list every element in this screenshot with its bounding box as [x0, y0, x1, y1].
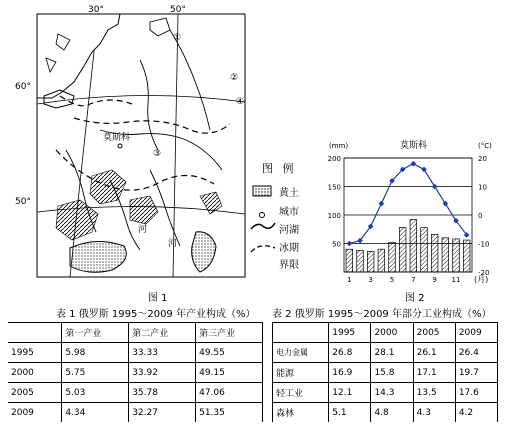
lon-label-50: 50°	[170, 5, 186, 15]
lon-label-30: 30°	[88, 5, 104, 15]
precipitation-bar	[421, 228, 428, 272]
table2-cell: 12.1	[329, 383, 371, 403]
left-tick-label: 150	[327, 183, 341, 192]
table2-cell: 4.3	[413, 403, 455, 423]
precipitation-bar	[410, 220, 417, 272]
table2-cell: 4.8	[371, 403, 413, 423]
table-row	[8, 403, 263, 423]
table1-header-row	[8, 323, 263, 343]
temperature-point	[421, 167, 427, 173]
marker-1: ①	[173, 33, 182, 43]
table1-cell: 5.03	[62, 383, 129, 403]
right-tick-label: -20	[478, 269, 490, 277]
scandinavia-land	[37, 14, 120, 98]
temperature-point	[347, 241, 353, 247]
figure1-caption: 图 1	[148, 293, 168, 304]
temperature-point	[443, 201, 449, 207]
marker-2: ②	[230, 73, 239, 83]
precipitation-bar	[378, 249, 385, 272]
table1-header-cell	[8, 323, 62, 343]
table2-cell: 14.3	[371, 383, 413, 403]
table1-cell: 51.35	[196, 403, 263, 423]
meridian-50	[173, 14, 178, 277]
table1-cell: 33.33	[129, 343, 196, 363]
river-label-1: 河	[138, 225, 148, 235]
right-tick-label: -10	[478, 240, 490, 249]
table2-cell: 26.8	[329, 343, 371, 363]
table-row	[273, 343, 498, 363]
table1-year-cell: 1995	[8, 343, 62, 363]
precipitation-bar	[463, 240, 470, 272]
table2-cell: 16.9	[329, 363, 371, 383]
loess-area-1	[90, 170, 126, 204]
table2-header-cell: 2005	[413, 323, 455, 343]
left-tick-label: 50	[332, 240, 341, 249]
table2-header-cell: 1995	[329, 323, 371, 343]
legend-label-river: 河湖	[279, 225, 299, 236]
loess-area-3	[130, 196, 158, 224]
legend-label-city: 城市	[279, 207, 299, 218]
table1-cell: 49.55	[196, 343, 263, 363]
table2-cell: 5.1	[329, 403, 371, 423]
table2-header-cell: 2009	[455, 323, 497, 343]
city-dot-icon	[258, 204, 266, 212]
legend-label-loess: 黄土	[279, 188, 299, 199]
table1-header-cell: 第三产业	[196, 323, 263, 343]
right-tick-label: 20	[478, 155, 487, 163]
lat-label-50: 50°	[15, 197, 31, 207]
precipitation-bar	[453, 239, 460, 272]
table1-year-cell: 2009	[8, 403, 62, 423]
river-mid	[140, 60, 158, 150]
precipitation-bar	[357, 250, 364, 272]
month-tick-label: 1	[347, 276, 352, 284]
table-row	[8, 343, 263, 363]
river-lake-icon	[250, 218, 276, 232]
table1-header-cell: 第一产业	[62, 323, 129, 343]
right-tick-label: 10	[478, 183, 487, 192]
chart-title: 莫斯科	[400, 141, 428, 151]
loess-hatch-icon	[252, 182, 272, 194]
table2-header-cell	[273, 323, 329, 343]
table2-caption: 表 2 俄罗斯 1995～2009 年部分工业构成（%）	[272, 309, 492, 320]
table1-cell: 35.78	[129, 383, 196, 403]
table2-category-cell: 轻工业	[273, 383, 329, 403]
marker-4: ④	[236, 97, 245, 107]
table1-header-cell: 第二产业	[129, 323, 196, 343]
table2	[272, 322, 498, 422]
table2-cell: 17.1	[413, 363, 455, 383]
table2-header-cell: 2000	[371, 323, 413, 343]
table1-cell: 4.34	[62, 403, 129, 423]
table-row	[273, 363, 498, 383]
chart-right-unit: (°C)	[478, 142, 492, 150]
table1-cell: 32.27	[129, 403, 196, 423]
black-sea	[70, 241, 126, 272]
table1-caption: 表 1 俄罗斯 1995～2009 年产业构成（%）	[56, 309, 256, 320]
table1-cell: 47.06	[196, 383, 263, 403]
precipitation-bar	[389, 242, 396, 272]
river-label-2: 河	[168, 239, 178, 249]
chart-month-unit: (月)	[474, 275, 489, 284]
precipitation-bar	[346, 249, 353, 272]
glacial-limit-icon	[250, 240, 276, 256]
table1-cell: 33.92	[129, 363, 196, 383]
temperature-point	[411, 161, 417, 167]
table2-category-cell: 电力金属	[273, 343, 329, 363]
precipitation-bar	[431, 234, 438, 272]
temperature-point	[432, 184, 438, 190]
marker-3: ③	[153, 149, 162, 159]
table2-category-cell: 森林	[273, 403, 329, 423]
chart-left-unit: (mm)	[329, 142, 349, 150]
table-row	[273, 403, 498, 423]
temperature-line	[349, 164, 466, 244]
parallel-60	[37, 95, 245, 104]
table2-cell: 4.2	[455, 403, 497, 423]
month-tick-label: 11	[451, 276, 461, 284]
legend-label-glacial: 冰期	[279, 243, 299, 254]
left-tick-label: 200	[327, 155, 341, 163]
table1-cell: 49.15	[196, 363, 263, 383]
table2-cell: 26.1	[413, 343, 455, 363]
table-row	[273, 383, 498, 403]
loess-area-2	[56, 200, 98, 240]
month-tick-label: 9	[432, 276, 437, 284]
moscow-dot	[118, 144, 122, 148]
table1-cell: 5.75	[62, 363, 129, 383]
right-tick-label: 0	[478, 212, 483, 220]
table1-year-cell: 2000	[8, 363, 62, 383]
climograph-svg	[320, 150, 500, 285]
table-row	[8, 383, 263, 403]
table2-category-cell: 能源	[273, 363, 329, 383]
table2-cell: 28.1	[371, 343, 413, 363]
glacial-limit-1	[74, 118, 230, 133]
table2-cell: 26.4	[455, 343, 497, 363]
table2-cell: 19.7	[455, 363, 497, 383]
month-tick-label: 3	[368, 276, 373, 284]
moscow-label: 莫斯科	[103, 133, 131, 143]
precipitation-bar	[442, 238, 449, 272]
precipitation-bar	[367, 251, 374, 272]
caspian-sea	[192, 232, 216, 272]
lat-label-60: 60°	[15, 82, 31, 92]
table-row	[8, 363, 263, 383]
temperature-point	[379, 201, 385, 207]
table2-header-row	[273, 323, 498, 343]
legend-label-limit: 界限	[279, 260, 299, 271]
table1-cell: 5.98	[62, 343, 129, 363]
month-tick-label: 5	[389, 276, 395, 284]
left-tick-label: 100	[327, 212, 341, 220]
legend-title: 图 例	[262, 162, 297, 175]
precipitation-bar	[399, 228, 406, 272]
table2-cell: 17.6	[455, 383, 497, 403]
table2-cell: 15.8	[371, 363, 413, 383]
table1	[8, 322, 263, 422]
figure2-caption: 图 2	[405, 293, 425, 304]
month-tick-label: 7	[411, 276, 416, 284]
table2-cell: 13.5	[413, 383, 455, 403]
table1-year-cell: 2005	[8, 383, 62, 403]
